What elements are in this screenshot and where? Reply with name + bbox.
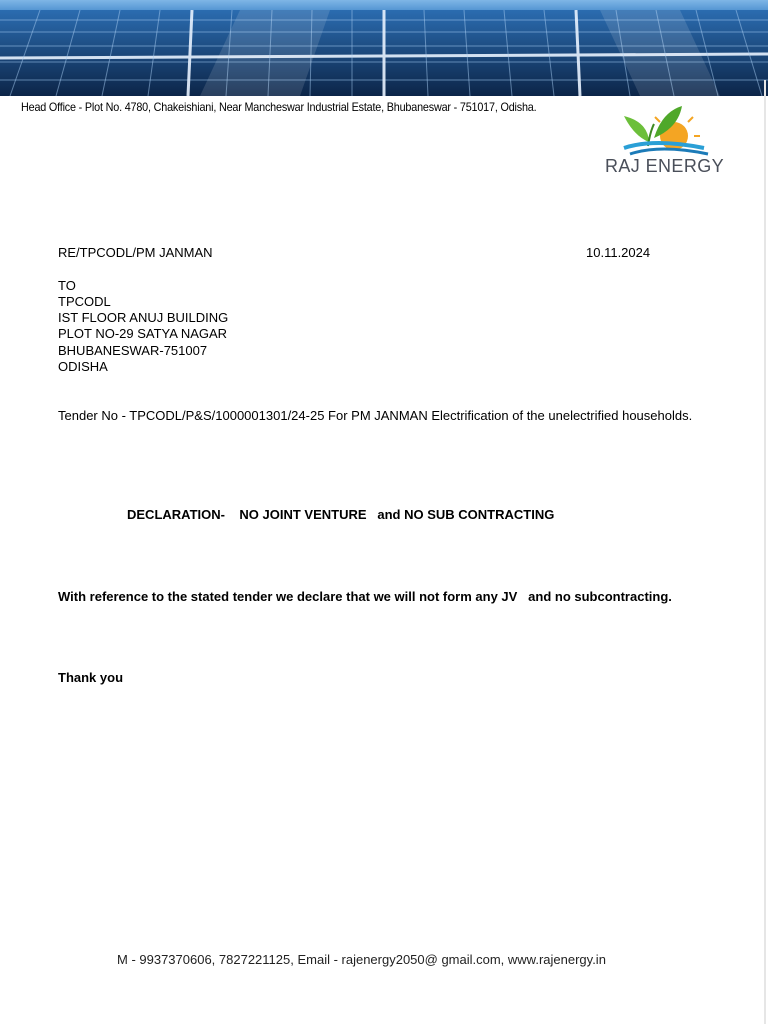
address-line: PLOT NO-29 SATYA NAGAR: [58, 326, 228, 341]
declaration-title: DECLARATION- NO JOINT VENTURE and NO SUB CONTRACTING: [127, 507, 555, 522]
solar-panels-graphic: [0, 10, 768, 96]
footer-contact: M - 9937370606, 7827221125, Email - rajenergy2050@ gmail.com, www.rajenergy.in: [117, 952, 606, 967]
head-office-address: Head Office - Plot No. 4780, Chakeishiani, Near Mancheswar Industrial Estate, Bhubaneswar - 751017, Odisha.: [21, 100, 537, 114]
raj-energy-logo: [604, 102, 724, 180]
tender-line: Tender No - TPCODL/P&S/1000001301/24-25 For PM JANMAN Electrification of the unelectrified households.: [58, 408, 693, 423]
logo-text: RAJ ENERGY: [605, 156, 725, 176]
logo-icon: [604, 102, 724, 160]
address-line: IST FLOOR ANUJ BUILDING: [58, 310, 229, 325]
reference-number: RE/TPCODL/PM JANMAN: [58, 245, 213, 260]
address-line: TPCODL: [58, 294, 111, 309]
address-line: ODISHA: [58, 359, 108, 374]
address-line: TO: [58, 278, 76, 293]
declaration-body: With reference to the stated tender we declare that we will not form any JV and no subcontracting.: [58, 589, 672, 604]
closing-text: Thank you: [58, 670, 124, 685]
solar-panel-banner: [0, 0, 768, 96]
letter-date: 10.11.2024: [586, 245, 651, 260]
right-edge-rule: [764, 80, 766, 1024]
address-line: BHUBANESWAR-751007: [58, 343, 208, 358]
